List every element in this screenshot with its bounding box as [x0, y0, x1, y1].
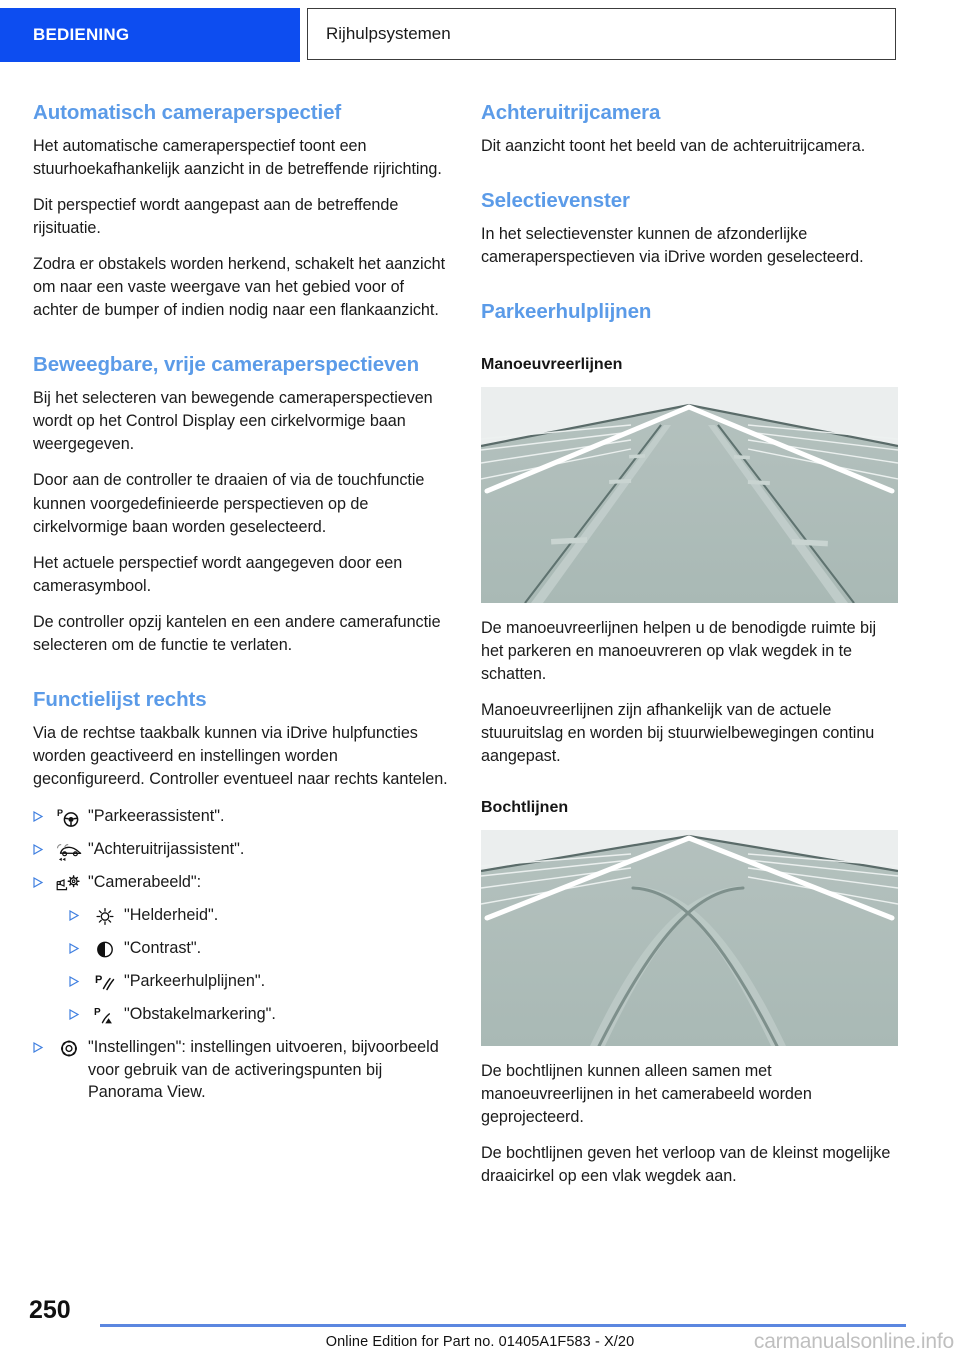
paragraph-beweegbare-2: Door aan de controller te draaien of via de touchfunctie kunnen voorgedefinieerde perspectieven op de cirkelvormige baan worden geselecteerd. — [33, 471, 425, 536]
heading-beweegbare-cameraperspectieven: Beweegbare, vrije cameraperspectieven — [33, 353, 420, 377]
header-chapter-tab[interactable] — [0, 8, 300, 62]
triangle-bullet-icon — [33, 877, 46, 888]
settings-gear-icon — [54, 1037, 84, 1059]
list-item-label: "Contrast". — [124, 939, 202, 958]
list-item-label: "Parkeerassistent". — [88, 807, 225, 826]
paragraph-achteruitrijcamera: Dit aanzicht toont het beeld van de achteruitrijcamera. — [481, 136, 866, 155]
paragraph-automatisch-2: Dit perspectief wordt aangepast aan de betreffende rijsituatie. — [33, 195, 399, 238]
page-footer — [0, 1290, 960, 1362]
header-section-tab[interactable] — [307, 8, 896, 60]
watermark-label: carmanualsonline.info — [753, 1330, 954, 1353]
svg-text:P: P — [94, 1006, 101, 1018]
list-item-label: "Instellingen": instellingen uitvoeren, bijvoorbeeld voor gebruik van de activeringspunten bij Panorama View. — [88, 1038, 439, 1102]
obstacle-marking-icon — [90, 1004, 120, 1026]
paragraph-bochtlijnen-2: De bochtlijnen geven het verloop van de kleinst mogelijke draaicirkel op een vlak wegdek aan. — [481, 1144, 891, 1186]
svg-text:P: P — [57, 807, 64, 818]
paragraph-functielijst: Via de rechtse taakbalk kunnen via iDrive hulpfuncties worden geactiveerd en instellingen worden geconfigureerd. Controller eventueel naar rechts kantelen. — [33, 723, 448, 788]
paragraph-automatisch-1: Het automatische cameraperspectief toont een stuurhoekafhankelijk aanzicht in de betreffende rijrichting. — [33, 136, 442, 178]
paragraph-beweegbare-3: Het actuele perspectief wordt aangegeven door een camerasymbool. — [33, 553, 403, 595]
list-item — [69, 937, 453, 960]
page-header — [0, 8, 960, 62]
footer-divider — [100, 1324, 906, 1327]
triangle-bullet-icon — [69, 976, 82, 987]
reversing-assistant-icon — [54, 839, 84, 861]
triangle-bullet-icon — [69, 1009, 82, 1020]
brightness-icon — [90, 905, 120, 927]
svg-text:P: P — [95, 973, 103, 986]
heading-functielijst-rechts: Functielijst rechts — [33, 687, 207, 711]
heading-achteruitrijcamera: Achteruitrijcamera — [481, 101, 661, 124]
parking-assistant-icon — [54, 806, 84, 828]
camera-image-sublist — [69, 904, 453, 1026]
list-item-label: "Camerabeeld": — [88, 873, 202, 892]
list-item-label: "Parkeerhulplijnen". — [124, 972, 266, 991]
list-item — [33, 838, 453, 861]
manoeuvreerlijnen-illustration — [481, 387, 898, 603]
header-chapter-label: BEDIENING — [33, 25, 130, 44]
list-item — [69, 904, 453, 927]
page-number: 250 — [29, 1296, 71, 1324]
triangle-bullet-icon — [33, 844, 46, 855]
paragraph-manoeuvreerlijnen-2: Manoeuvreerlijnen zijn afhankelijk van de actuele stuuruitslag en worden bij stuurwielbewegingen continu aangepast. — [481, 700, 875, 765]
heading-automatisch-cameraperspectief: Automatisch cameraperspectief — [33, 101, 342, 124]
triangle-bullet-icon — [33, 811, 46, 822]
contrast-icon — [90, 938, 120, 960]
triangle-bullet-icon — [33, 1042, 46, 1053]
heading-selectievenster: Selectievenster — [481, 188, 630, 212]
triangle-bullet-icon — [69, 910, 82, 921]
paragraph-beweegbare-1: Bij het selecteren van bewegende cameraperspectieven wordt op het Control Display een cirkelvormige baan weergegeven. — [33, 389, 433, 454]
list-item-label: "Helderheid". — [124, 906, 219, 925]
left-column — [33, 100, 453, 1104]
header-section-label: Rijhulpsystemen — [326, 24, 451, 43]
paragraph-manoeuvreerlijnen-1: De manoeuvreerlijnen helpen u de benodigde ruimte bij het parkeren en manoeuvreren op vlak wegdek in te schatten. — [481, 618, 877, 683]
list-item-label: "Obstakelmarkering". — [124, 1005, 276, 1024]
list-item — [69, 970, 453, 993]
paragraph-automatisch-3: Zodra er obstakels worden herkend, schakelt het aanzicht om naar een vaste weergave van het gebied voor of achter de bumper of indien nodig naar een flankaanzicht. — [33, 255, 446, 320]
parking-guide-lines-icon — [90, 971, 120, 993]
subheading-manoeuvreerlijnen: Manoeuvreerlijnen — [481, 355, 623, 373]
camera-image-icon — [54, 872, 84, 894]
heading-parkeerhulplijnen: Parkeerhulplijnen — [481, 299, 652, 323]
list-item — [33, 871, 453, 894]
triangle-bullet-icon — [69, 943, 82, 954]
list-item — [33, 1036, 453, 1104]
paragraph-selectievenster: In het selectievenster kunnen de afzonderlijke cameraperspectieven via iDrive worden geselecteerd. — [481, 224, 864, 266]
right-column — [481, 100, 901, 1188]
bochtlijnen-illustration — [481, 830, 898, 1046]
function-list — [33, 805, 453, 894]
list-item — [33, 805, 453, 828]
footer-edition-note: Online Edition for Part no. 01405A1F583 - X/20 — [325, 1334, 635, 1350]
subheading-bochtlijnen: Bochtlijnen — [481, 798, 569, 816]
list-item — [69, 1003, 453, 1026]
paragraph-beweegbare-4: De controller opzij kantelen en een andere camerafunctie selecteren om de functie te verlaten. — [33, 612, 441, 654]
list-item-label: "Achteruitrijassistent". — [88, 840, 245, 859]
function-list-settings — [33, 1036, 453, 1104]
paragraph-bochtlijnen-1: De bochtlijnen kunnen alleen samen met manoeuvreerlijnen in het camerabeeld worden geprojecteerd. — [481, 1061, 812, 1126]
